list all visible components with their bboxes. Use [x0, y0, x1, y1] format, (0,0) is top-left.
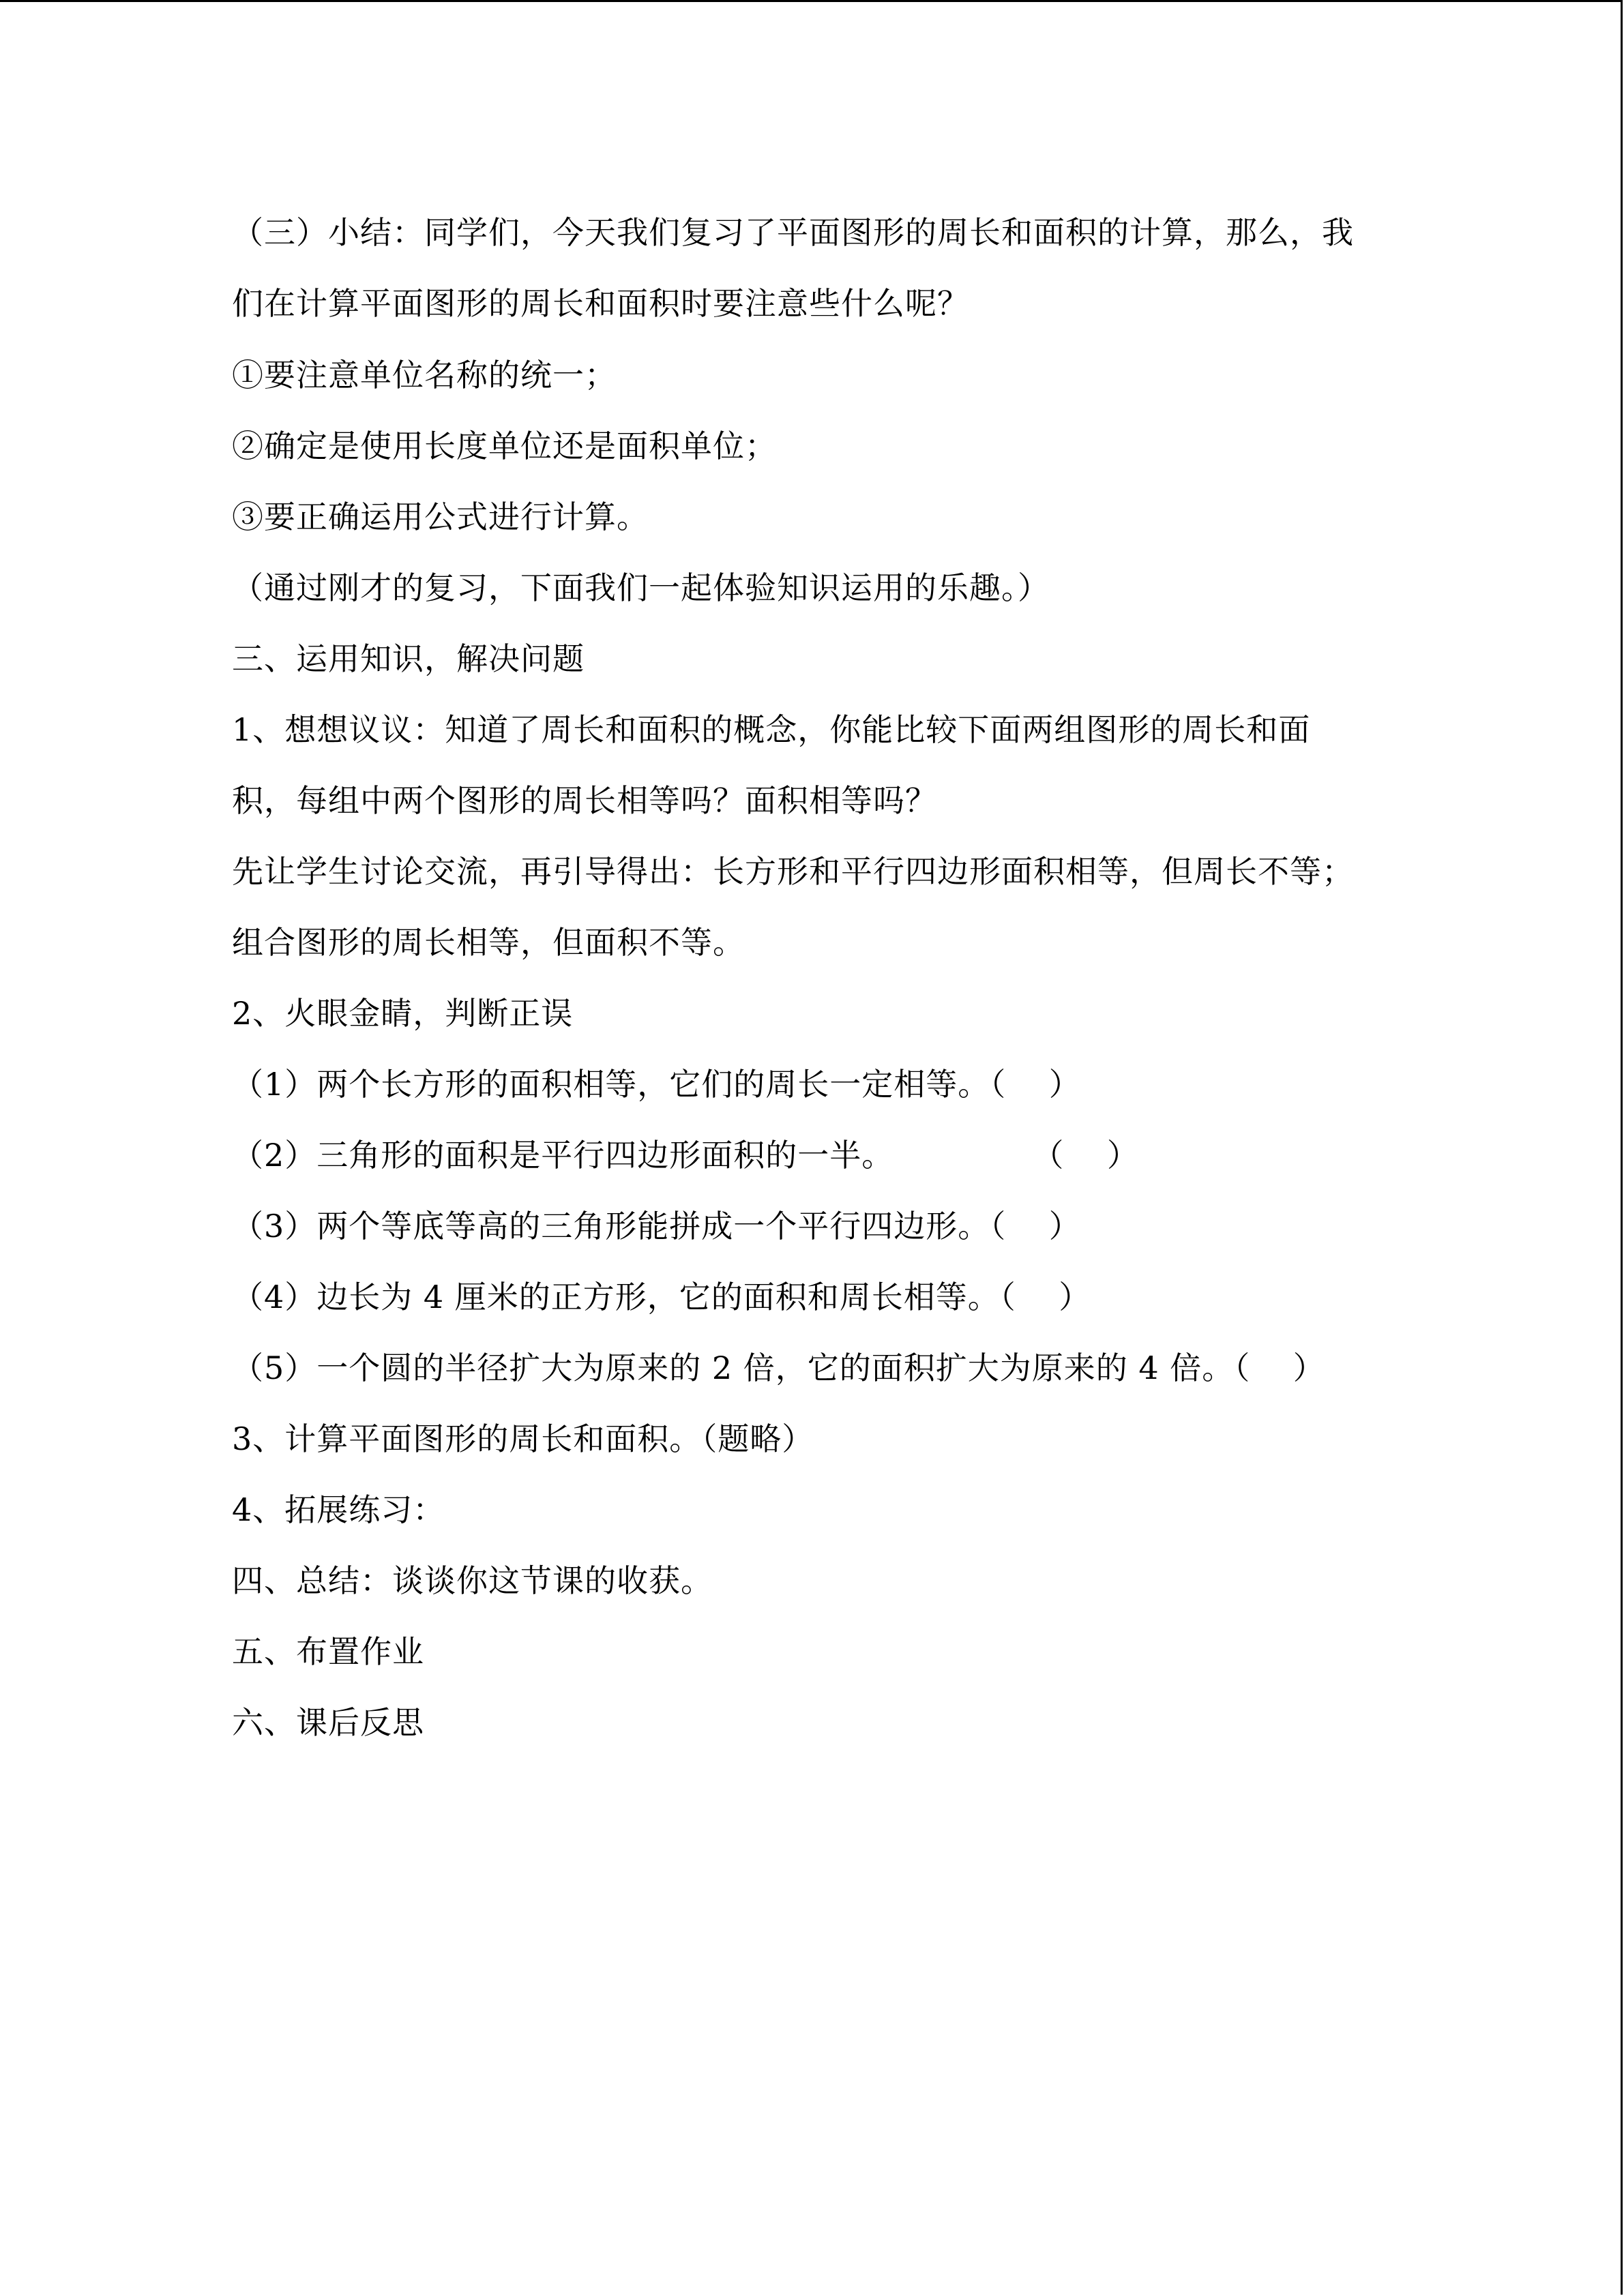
section-heading-5: 五、布置作业 — [232, 1633, 424, 1670]
item-1-line-2: 积，每组中两个图形的周长相等吗？面积相等吗？ — [232, 782, 937, 819]
judgement-question-1: （1）两个长方形的面积相等，它们的周长一定相等。（ ） — [232, 1066, 1081, 1103]
summary-point-3: ③要正确运用公式进行计算。 — [232, 498, 649, 535]
item-2-heading: 2、火眼金睛，判断正误 — [232, 995, 574, 1032]
item-3-heading: 3、计算平面图形的周长和面积。（题略） — [232, 1420, 814, 1457]
summary-paragraph-line-1: （三）小结：同学们，今天我们复习了平面图形的周长和面积的计算，那么，我 — [232, 214, 1354, 251]
transition-note: （通过刚才的复习，下面我们一起体验知识运用的乐趣。） — [232, 569, 1050, 606]
item-4-heading: 4、拓展练习： — [232, 1491, 445, 1528]
section-heading-3: 三、运用知识，解决问题 — [232, 640, 585, 677]
judgement-question-5: （5）一个圆的半径扩大为原来的 2 倍，它的面积扩大为原来的 4 倍。（ ） — [232, 1350, 1325, 1386]
judgement-question-3: （3）两个等底等高的三角形能拼成一个平行四边形。（ ） — [232, 1208, 1081, 1244]
discussion-line-2: 组合图形的周长相等，但面积不等。 — [232, 924, 745, 961]
summary-point-1: ①要注意单位名称的统一； — [232, 357, 617, 393]
summary-paragraph-line-2: 们在计算平面图形的周长和面积时要注意些什么呢？ — [232, 285, 969, 322]
judgement-question-4: （4）边长为 4 厘米的正方形，它的面积和周长相等。（ ） — [232, 1279, 1091, 1315]
section-heading-6: 六、课后反思 — [232, 1704, 424, 1741]
summary-point-2: ②确定是使用长度单位还是面积单位； — [232, 428, 777, 464]
judgement-question-2: （2）三角形的面积是平行四边形面积的一半。 （ ） — [232, 1137, 1139, 1174]
discussion-line-1: 先让学生讨论交流，再引导得出：长方形和平行四边形面积相等，但周长不等； — [232, 853, 1354, 890]
item-1-line-1: 1、想想议议：知道了周长和面积的概念，你能比较下面两组图形的周长和面 — [232, 711, 1311, 748]
section-heading-4: 四、总结：谈谈你这节课的收获。 — [232, 1562, 713, 1599]
